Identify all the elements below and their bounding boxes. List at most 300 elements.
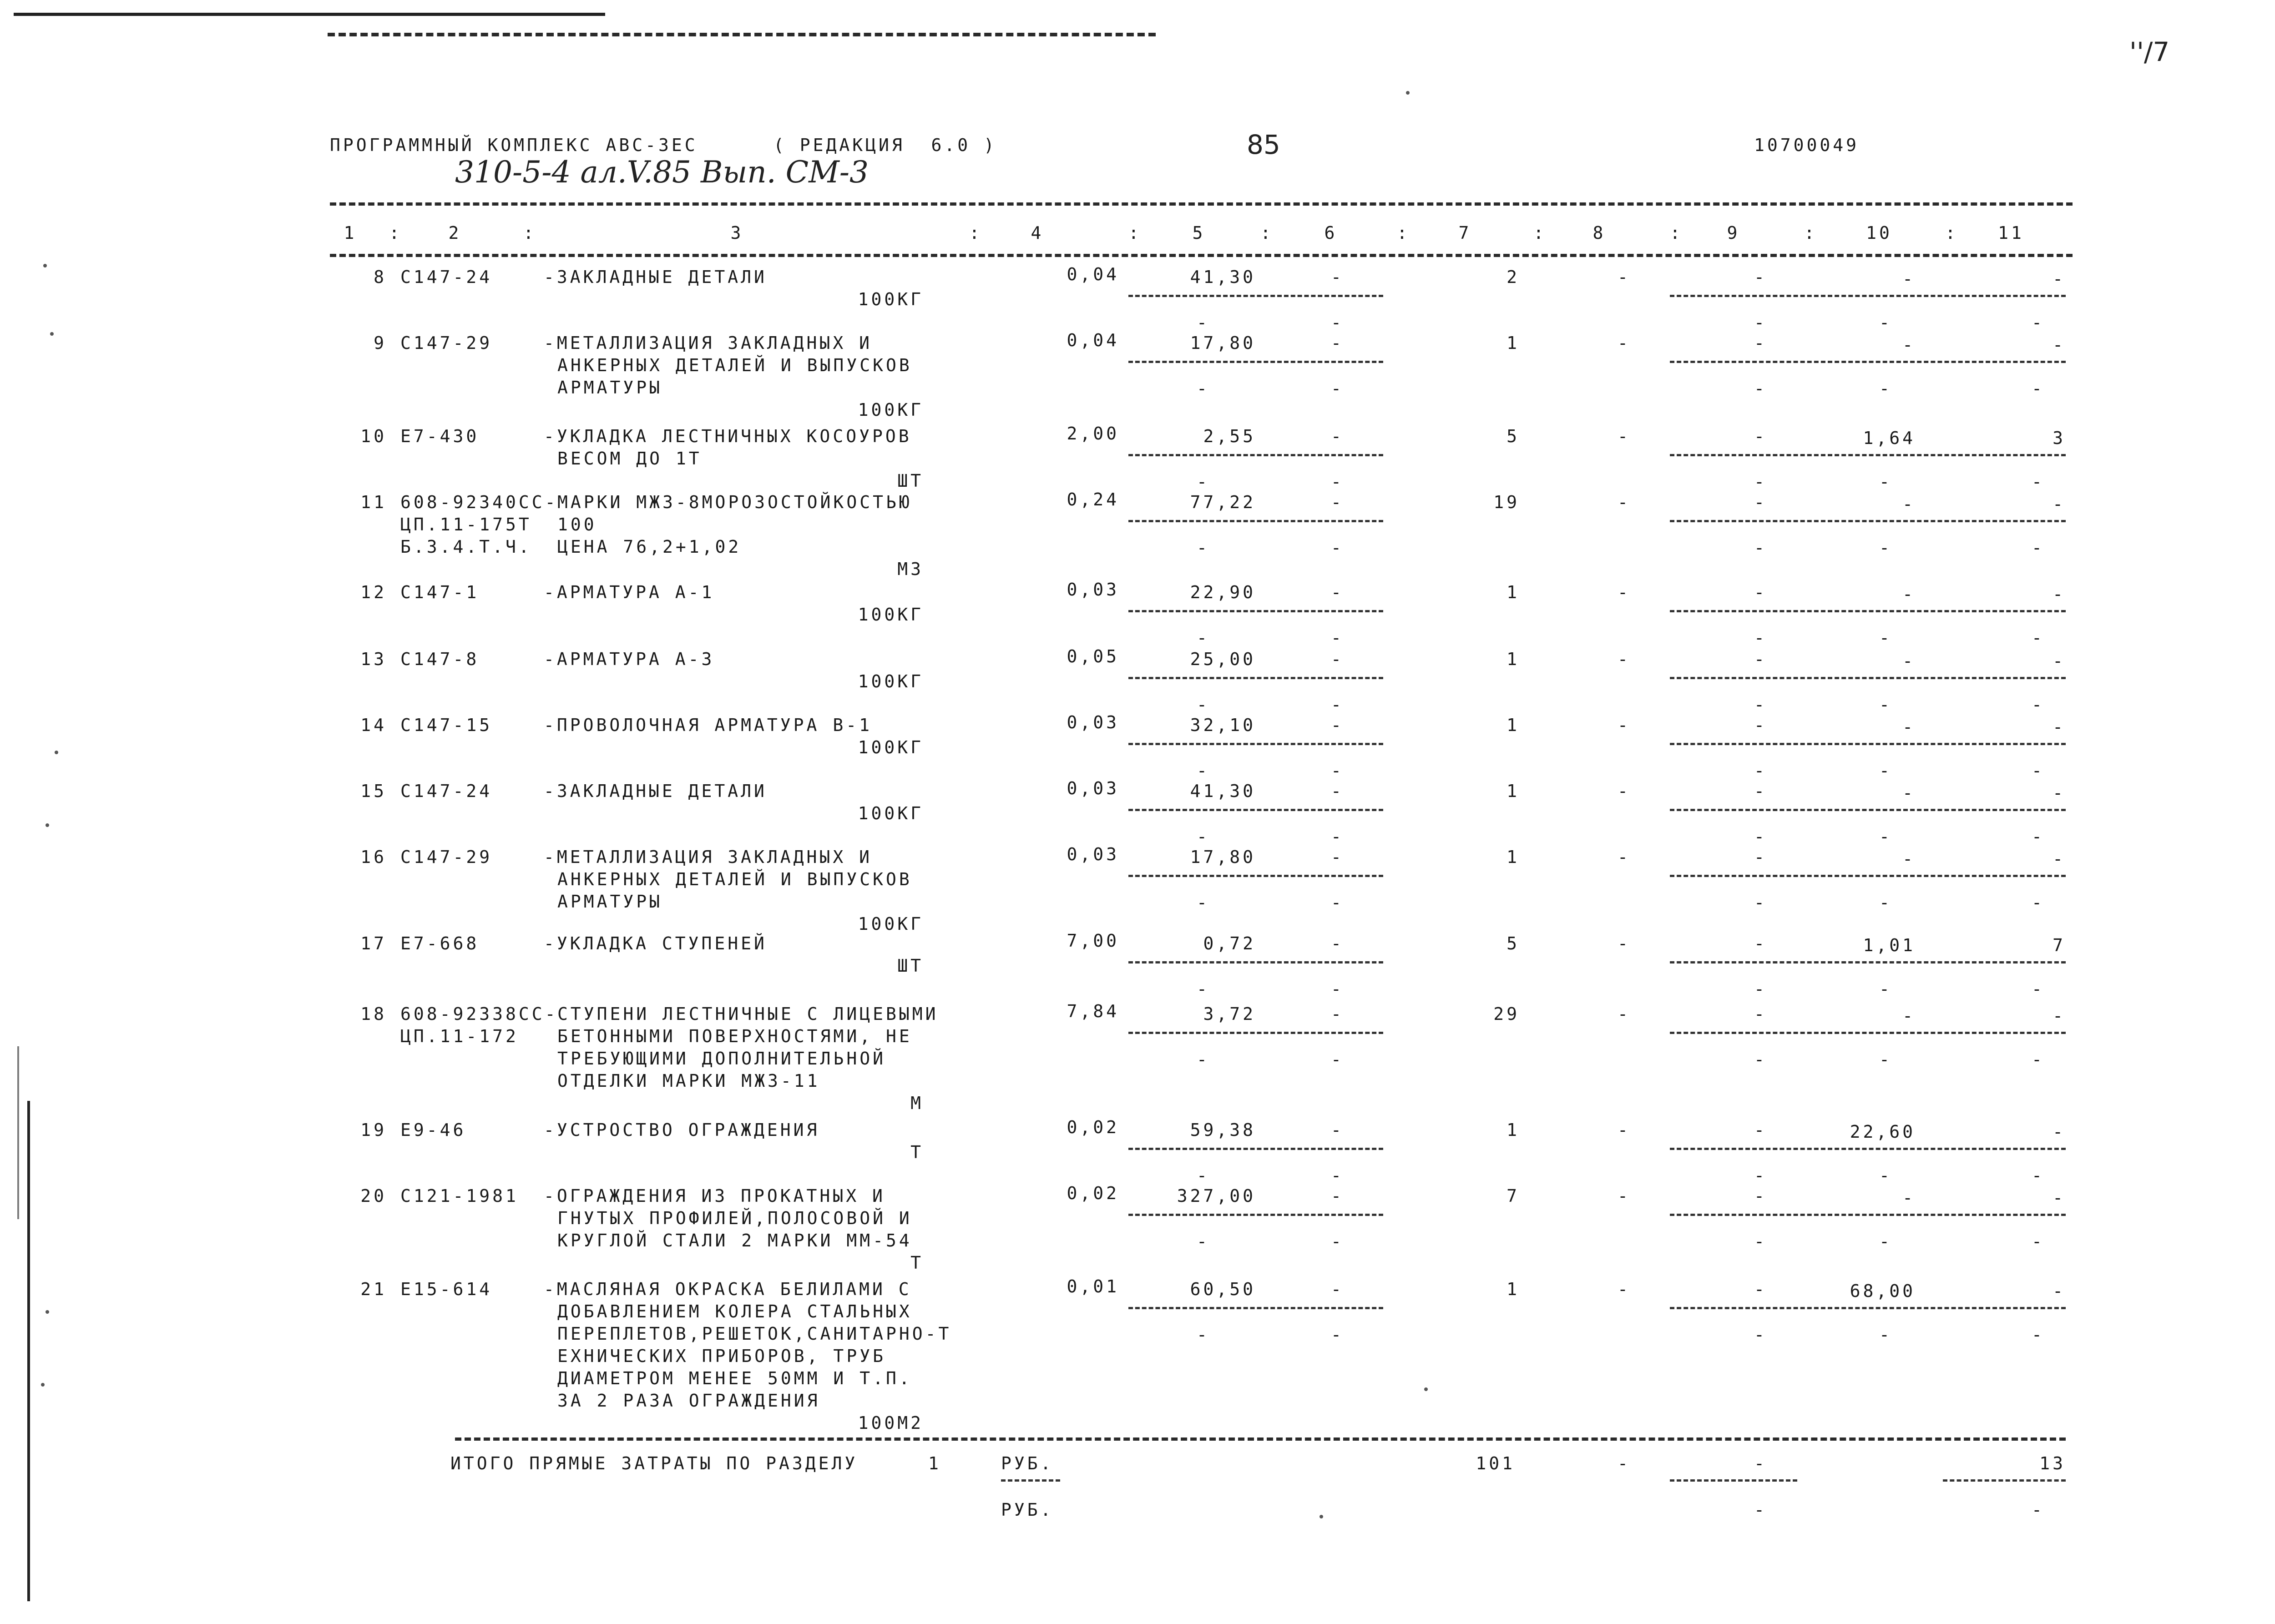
column-number-7: 7 xyxy=(1458,223,1472,243)
row-sub-dash: - xyxy=(1754,1049,1767,1069)
row-col8-dash: - xyxy=(1618,267,1631,287)
row-col9-dash: - xyxy=(1754,426,1767,446)
row-col6-dash: - xyxy=(1331,649,1344,669)
row-number: 13 xyxy=(360,649,387,669)
row-code: ЦП.11-172 xyxy=(400,1026,519,1046)
row-description: -ЗАКЛАДНЫЕ ДЕТАЛИ xyxy=(544,267,767,287)
program-title: ПРОГРАММНЫЙ КОМПЛЕКС АВС-3ЕС xyxy=(330,135,698,155)
row-code: С147-24 xyxy=(400,781,493,801)
row-col11-value: - xyxy=(2053,494,2066,514)
total-col11: 13 xyxy=(2039,1453,2066,1473)
row-quantity: 0,01 xyxy=(1067,1276,1119,1296)
row-description: ЗА 2 РАЗА ОГРАЖДЕНИЯ xyxy=(557,1391,820,1411)
column-separator: : xyxy=(1670,223,1683,243)
row-description: -МЕТАЛЛИЗАЦИЯ ЗАКЛАДНЫХ И xyxy=(544,333,872,353)
row-price-rule xyxy=(1128,875,1383,877)
row-code: 608-92338СС- xyxy=(400,1004,558,1024)
page-number: 85 xyxy=(1247,129,1280,160)
row-col7-value: 29 xyxy=(1493,1004,1520,1024)
total-currency-rule xyxy=(1001,1479,1060,1482)
row-col7-value: 1 xyxy=(1507,715,1520,735)
row-unit: 100М2 xyxy=(858,1413,924,1433)
row-sub-dash: - xyxy=(2032,538,2045,558)
column-separator: : xyxy=(389,223,402,243)
row-sub-dash: - xyxy=(1879,893,1892,913)
row-col6-dash: - xyxy=(1331,847,1344,867)
row-right-rule xyxy=(1670,610,2066,612)
row-right-rule xyxy=(1670,1307,2066,1309)
row-sub-dash: - xyxy=(1197,1049,1210,1069)
row-sub-dash: - xyxy=(1197,695,1210,715)
row-sub-dash: - xyxy=(1879,378,1892,398)
row-sub-dash: - xyxy=(1331,761,1344,781)
row-col7-value: 7 xyxy=(1507,1186,1520,1206)
row-col8-dash: - xyxy=(1618,1279,1631,1299)
row-description: -ЗАКЛАДНЫЕ ДЕТАЛИ xyxy=(544,781,767,801)
row-col7-value: 1 xyxy=(1507,781,1520,801)
row-unit: М xyxy=(910,1093,924,1113)
column-separator: : xyxy=(1533,223,1547,243)
row-unit-price: 17,80 xyxy=(1190,333,1256,353)
row-sub-dash: - xyxy=(1754,893,1767,913)
row-sub-dash: - xyxy=(1754,538,1767,558)
row-sub-dash: - xyxy=(1331,1165,1344,1185)
row-col11-value: - xyxy=(2053,335,2066,355)
row-sub-dash: - xyxy=(2032,1231,2045,1251)
row-description: ЦЕНА 76,2+1,02 xyxy=(557,537,742,557)
row-description: -УКЛАДКА СТУПЕНЕЙ xyxy=(544,933,767,953)
row-sub-dash: - xyxy=(1197,378,1210,398)
row-description: АНКЕРНЫХ ДЕТАЛЕЙ И ВЫПУСКОВ xyxy=(557,869,912,889)
total-col9-rule xyxy=(1670,1479,1797,1482)
row-unit-price: 2,55 xyxy=(1203,426,1256,446)
row-quantity: 0,02 xyxy=(1067,1117,1119,1137)
scan-speck xyxy=(1406,91,1410,95)
row-col7-value: 19 xyxy=(1493,492,1520,512)
row-col7-value: 1 xyxy=(1507,1279,1520,1299)
column-number-9: 9 xyxy=(1727,223,1740,243)
row-code: С147-29 xyxy=(400,847,493,867)
row-description: ВЕСОМ ДО 1Т xyxy=(557,449,702,469)
row-col8-dash: - xyxy=(1618,649,1631,669)
row-unit-price: 41,30 xyxy=(1190,267,1256,287)
row-sub-dash: - xyxy=(1197,628,1210,648)
row-quantity: 0,04 xyxy=(1067,264,1119,284)
row-sub-dash: - xyxy=(1879,472,1892,492)
row-sub-dash: - xyxy=(1197,1231,1210,1251)
row-sub-dash: - xyxy=(1879,979,1892,999)
row-unit: М3 xyxy=(897,559,924,579)
row-description: -УСТРОСТВО ОГРАЖДЕНИЯ xyxy=(544,1120,820,1140)
row-col8-dash: - xyxy=(1618,1186,1631,1206)
row-col11-value: - xyxy=(2053,783,2066,803)
row-sub-dash: - xyxy=(1754,1325,1767,1345)
total-top-rule xyxy=(455,1437,2066,1441)
row-col11-value: - xyxy=(2053,717,2066,737)
row-col10-value: 22,60 xyxy=(1850,1122,1916,1142)
row-price-rule xyxy=(1128,961,1383,963)
program-edition: ( РЕДАКЦИЯ 6.0 ) xyxy=(774,135,997,155)
row-col6-dash: - xyxy=(1331,1120,1344,1140)
row-sub-dash: - xyxy=(1879,628,1892,648)
row-right-rule xyxy=(1670,1148,2066,1150)
row-price-rule xyxy=(1128,1032,1383,1034)
row-sub-dash: - xyxy=(1754,695,1767,715)
left-edge-line xyxy=(27,1101,30,1601)
total-col8-dash: - xyxy=(1618,1453,1631,1473)
row-sub-dash: - xyxy=(2032,1165,2045,1185)
row-price-rule xyxy=(1128,295,1383,297)
row-col10-value: - xyxy=(1902,335,1916,355)
row-code: С121-1981 xyxy=(400,1186,519,1206)
row-number: 12 xyxy=(360,582,387,602)
row-unit-price: 41,30 xyxy=(1190,781,1256,801)
row-description: ДОБАВЛЕНИЕМ КОЛЕРА СТАЛЬНЫХ xyxy=(557,1301,912,1321)
row-unit-price: 17,80 xyxy=(1190,847,1256,867)
row-unit: ШТ xyxy=(897,956,924,976)
row-description: АНКЕРНЫХ ДЕТАЛЕЙ И ВЫПУСКОВ xyxy=(557,355,912,375)
row-unit: 100КГ xyxy=(858,914,924,934)
row-col7-value: 5 xyxy=(1507,933,1520,953)
row-col11-value: - xyxy=(2053,1188,2066,1208)
row-unit-price: 32,10 xyxy=(1190,715,1256,735)
row-sub-dash: - xyxy=(1197,1165,1210,1185)
row-col6-dash: - xyxy=(1331,1279,1344,1299)
row-col11-value: - xyxy=(2053,849,2066,869)
row-sub-dash: - xyxy=(2032,472,2045,492)
row-sub-dash: - xyxy=(1197,313,1210,333)
row-col8-dash: - xyxy=(1618,847,1631,867)
row-sub-dash: - xyxy=(1331,979,1344,999)
row-col8-dash: - xyxy=(1618,933,1631,953)
row-description: -ПРОВОЛОЧНАЯ АРМАТУРА В-1 xyxy=(544,715,872,735)
row-col8-dash: - xyxy=(1618,1004,1631,1024)
column-separator: : xyxy=(1945,223,1958,243)
row-sub-dash: - xyxy=(1331,695,1344,715)
row-unit-price: 3,72 xyxy=(1203,1004,1256,1024)
row-description: -МАСЛЯНАЯ ОКРАСКА БЕЛИЛАМИ С xyxy=(544,1279,912,1299)
row-quantity: 0,05 xyxy=(1067,646,1119,666)
row-price-rule xyxy=(1128,1307,1383,1309)
column-separator: : xyxy=(1804,223,1817,243)
row-quantity: 7,00 xyxy=(1067,931,1119,951)
row-col11-value: - xyxy=(2053,1281,2066,1301)
row-sub-dash: - xyxy=(1331,628,1344,648)
scan-speck xyxy=(55,751,58,754)
row-col10-value: - xyxy=(1902,584,1916,604)
row-sub-dash: - xyxy=(1331,378,1344,398)
row-col9-dash: - xyxy=(1754,649,1767,669)
row-sub-dash: - xyxy=(1879,761,1892,781)
row-price-rule xyxy=(1128,809,1383,811)
row-price-rule xyxy=(1128,610,1383,612)
row-price-rule xyxy=(1128,454,1383,456)
row-unit: 100КГ xyxy=(858,289,924,309)
row-number: 8 xyxy=(374,267,387,287)
row-col11-value: - xyxy=(2053,651,2066,671)
row-unit: 100КГ xyxy=(858,605,924,625)
total-section: 1 xyxy=(928,1453,941,1473)
row-col7-value: 1 xyxy=(1507,1120,1520,1140)
row-number: 20 xyxy=(360,1186,387,1206)
row-code: С147-24 xyxy=(400,267,493,287)
row-unit: ШТ xyxy=(897,471,924,491)
row-price-rule xyxy=(1128,520,1383,522)
row-col8-dash: - xyxy=(1618,715,1631,735)
row-code: С147-8 xyxy=(400,649,480,669)
row-sub-dash: - xyxy=(1331,472,1344,492)
row-col11-value: - xyxy=(2053,1006,2066,1026)
row-price-rule xyxy=(1128,677,1383,679)
row-col10-value: - xyxy=(1902,1006,1916,1026)
row-description: ГНУТЫХ ПРОФИЛЕЙ,ПОЛОСОВОЙ И xyxy=(557,1208,912,1228)
row-sub-dash: - xyxy=(1754,1231,1767,1251)
row-col9-dash: - xyxy=(1754,1186,1767,1206)
row-number: 16 xyxy=(360,847,387,867)
row-col9-dash: - xyxy=(1754,1279,1767,1299)
row-description: СТУПЕНИ ЛЕСТНИЧНЫЕ С ЛИЦЕВЫМИ xyxy=(557,1004,939,1024)
table-top-rule xyxy=(330,202,2073,206)
row-col9-dash: - xyxy=(1754,1120,1767,1140)
row-unit: 100КГ xyxy=(858,400,924,420)
row-code: С147-1 xyxy=(400,582,480,602)
row-description: АРМАТУРЫ xyxy=(557,378,663,398)
row-sub-dash: - xyxy=(1879,827,1892,847)
column-number-1: 1 xyxy=(344,223,357,243)
row-col6-dash: - xyxy=(1331,267,1344,287)
total-col7: 101 xyxy=(1476,1453,1515,1473)
row-sub-dash: - xyxy=(1197,761,1210,781)
row-col8-dash: - xyxy=(1618,582,1631,602)
row-col8-dash: - xyxy=(1618,333,1631,353)
row-unit: 100КГ xyxy=(858,737,924,757)
total-currency-2: РУБ. xyxy=(1001,1500,1054,1520)
row-number: 10 xyxy=(360,426,387,446)
row-col6-dash: - xyxy=(1331,933,1344,953)
row-number: 19 xyxy=(360,1120,387,1140)
row-col8-dash: - xyxy=(1618,492,1631,512)
row-quantity: 0,03 xyxy=(1067,778,1119,798)
row-unit: 100КГ xyxy=(858,671,924,691)
row-col10-value: - xyxy=(1902,494,1916,514)
row-col9-dash: - xyxy=(1754,715,1767,735)
row-sub-dash: - xyxy=(2032,827,2045,847)
row-col7-value: 2 xyxy=(1507,267,1520,287)
row-col6-dash: - xyxy=(1331,715,1344,735)
row-col10-value: - xyxy=(1902,651,1916,671)
row-col11-value: - xyxy=(2053,1122,2066,1142)
row-col10-value: - xyxy=(1902,717,1916,737)
column-separator: : xyxy=(1260,223,1274,243)
total-col11-rule xyxy=(1943,1479,2066,1482)
scan-speck xyxy=(1320,1515,1323,1518)
row-right-rule xyxy=(1670,295,2066,297)
row-sub-dash: - xyxy=(1754,313,1767,333)
total-col9-dash-2: - xyxy=(1754,1500,1767,1520)
row-sub-dash: - xyxy=(1754,827,1767,847)
row-price-rule xyxy=(1128,1148,1383,1150)
row-col10-value: 1,01 xyxy=(1863,935,1916,955)
total-label: ИТОГО ПРЯМЫЕ ЗАТРАТЫ ПО РАЗДЕЛУ xyxy=(450,1453,858,1473)
row-code: Е9-46 xyxy=(400,1120,466,1140)
row-col6-dash: - xyxy=(1331,492,1344,512)
row-right-rule xyxy=(1670,361,2066,363)
row-col8-dash: - xyxy=(1618,426,1631,446)
row-sub-dash: - xyxy=(1754,472,1767,492)
row-sub-dash: - xyxy=(2032,1325,2045,1345)
row-right-rule xyxy=(1670,875,2066,877)
corner-mark: ''/7 xyxy=(2129,36,2170,67)
row-col10-value: 68,00 xyxy=(1850,1281,1916,1301)
row-description: -АРМАТУРА А-1 xyxy=(544,582,715,602)
row-number: 17 xyxy=(360,933,387,953)
row-description: ТРЕБУЮЩИМИ ДОПОЛНИТЕЛЬНОЙ xyxy=(557,1049,886,1069)
row-price-rule xyxy=(1128,361,1383,363)
row-quantity: 0,03 xyxy=(1067,844,1119,864)
row-quantity: 0,04 xyxy=(1067,330,1119,350)
row-unit-price: 77,22 xyxy=(1190,492,1256,512)
row-code: Б.3.4.Т.Ч. xyxy=(400,537,532,557)
row-quantity: 0,24 xyxy=(1067,489,1119,509)
row-unit-price: 327,00 xyxy=(1177,1186,1256,1206)
column-number-2: 2 xyxy=(448,223,462,243)
column-separator: : xyxy=(969,223,982,243)
row-code: ЦП.11-175Т xyxy=(400,514,532,535)
row-col9-dash: - xyxy=(1754,847,1767,867)
row-unit: Т xyxy=(910,1142,924,1162)
row-code: Е7-668 xyxy=(400,933,480,953)
row-col9-dash: - xyxy=(1754,492,1767,512)
row-sub-dash: - xyxy=(1331,893,1344,913)
row-col6-dash: - xyxy=(1331,333,1344,353)
row-code: 608-92340СС- xyxy=(400,492,558,512)
scan-speck xyxy=(46,1310,49,1314)
row-col10-value: - xyxy=(1902,783,1916,803)
row-col9-dash: - xyxy=(1754,781,1767,801)
row-col6-dash: - xyxy=(1331,781,1344,801)
row-sub-dash: - xyxy=(1197,979,1210,999)
left-edge-line-short xyxy=(17,1046,19,1219)
row-sub-dash: - xyxy=(1331,538,1344,558)
column-number-6: 6 xyxy=(1324,223,1338,243)
row-col10-value: - xyxy=(1902,1188,1916,1208)
row-description: -АРМАТУРА А-3 xyxy=(544,649,715,669)
row-sub-dash: - xyxy=(1754,378,1767,398)
row-col6-dash: - xyxy=(1331,1186,1344,1206)
row-sub-dash: - xyxy=(1197,472,1210,492)
column-number-10: 10 xyxy=(1866,223,1892,243)
row-col9-dash: - xyxy=(1754,1004,1767,1024)
row-sub-dash: - xyxy=(1331,1325,1344,1345)
row-number: 9 xyxy=(374,333,387,353)
row-description: МАРКИ МЖЗ-8МОРОЗОСТОЙКОСТЬЮ xyxy=(557,492,912,512)
column-number-11: 11 xyxy=(1998,223,2024,243)
row-right-rule xyxy=(1670,454,2066,456)
row-col7-value: 1 xyxy=(1507,649,1520,669)
row-unit-price: 22,90 xyxy=(1190,582,1256,602)
row-unit-price: 59,38 xyxy=(1190,1120,1256,1140)
row-right-rule xyxy=(1670,1032,2066,1034)
row-code: С147-29 xyxy=(400,333,493,353)
row-unit: 100КГ xyxy=(858,803,924,823)
row-description: -ОГРАЖДЕНИЯ ИЗ ПРОКАТНЫХ И xyxy=(544,1186,885,1206)
row-quantity: 0,03 xyxy=(1067,580,1119,600)
row-col9-dash: - xyxy=(1754,333,1767,353)
row-sub-dash: - xyxy=(1754,628,1767,648)
row-quantity: 0,02 xyxy=(1067,1183,1119,1203)
row-price-rule xyxy=(1128,1214,1383,1216)
row-right-rule xyxy=(1670,961,2066,963)
row-unit-price: 0,72 xyxy=(1203,933,1256,953)
row-description: -УКЛАДКА ЛЕСТНИЧНЫХ КОСОУРОВ xyxy=(544,426,912,446)
row-sub-dash: - xyxy=(1879,695,1892,715)
row-description: ЕХНИЧЕСКИХ ПРИБОРОВ, ТРУБ xyxy=(557,1346,886,1366)
row-sub-dash: - xyxy=(2032,695,2045,715)
top-edge-line xyxy=(14,13,605,16)
row-price-rule xyxy=(1128,743,1383,745)
row-sub-dash: - xyxy=(1197,1325,1210,1345)
row-sub-dash: - xyxy=(2032,628,2045,648)
row-col10-value: - xyxy=(1902,849,1916,869)
row-description: АРМАТУРЫ xyxy=(557,892,663,912)
row-number: 18 xyxy=(360,1004,387,1024)
row-sub-dash: - xyxy=(1879,313,1892,333)
row-code: С147-15 xyxy=(400,715,493,735)
row-sub-dash: - xyxy=(2032,313,2045,333)
total-currency: РУБ. xyxy=(1001,1453,1054,1473)
row-col7-value: 1 xyxy=(1507,333,1520,353)
row-sub-dash: - xyxy=(1879,1325,1892,1345)
row-sub-dash: - xyxy=(1197,827,1210,847)
row-sub-dash: - xyxy=(1197,893,1210,913)
row-col6-dash: - xyxy=(1331,582,1344,602)
row-number: 14 xyxy=(360,715,387,735)
doc-code: 10700049 xyxy=(1754,135,1860,155)
column-separator: : xyxy=(1128,223,1142,243)
row-number: 11 xyxy=(360,492,387,512)
row-sub-dash: - xyxy=(1754,979,1767,999)
column-separator: : xyxy=(1397,223,1410,243)
row-unit: Т xyxy=(910,1253,924,1273)
row-col11-value: 3 xyxy=(2053,428,2066,448)
row-description: ДИАМЕТРОМ МЕНЕЕ 50ММ И Т.П. xyxy=(557,1368,912,1388)
scan-speck xyxy=(46,823,49,827)
row-number: 21 xyxy=(360,1279,387,1299)
row-right-rule xyxy=(1670,1214,2066,1216)
row-col11-value: - xyxy=(2053,584,2066,604)
row-col8-dash: - xyxy=(1618,1120,1631,1140)
handwritten-reference: 310-5-4 ал.V.85 Вып. СМ-3 xyxy=(455,155,869,190)
row-col10-value: - xyxy=(1902,269,1916,289)
row-col7-value: 5 xyxy=(1507,426,1520,446)
row-sub-dash: - xyxy=(2032,378,2045,398)
row-description: -МЕТАЛЛИЗАЦИЯ ЗАКЛАДНЫХ И xyxy=(544,847,872,867)
row-sub-dash: - xyxy=(1331,1049,1344,1069)
row-col11-value: 7 xyxy=(2053,935,2066,955)
scan-speck xyxy=(50,332,54,336)
column-separator: : xyxy=(523,223,536,243)
row-code: Е15-614 xyxy=(400,1279,493,1299)
row-sub-dash: - xyxy=(1879,1165,1892,1185)
row-description: КРУГЛОЙ СТАЛИ 2 МАРКИ ММ-54 xyxy=(557,1231,912,1251)
scan-speck xyxy=(43,264,47,267)
row-right-rule xyxy=(1670,677,2066,679)
row-sub-dash: - xyxy=(2032,1049,2045,1069)
row-description: БЕТОННЫМИ ПОВЕРХНОСТЯМИ, НЕ xyxy=(557,1026,912,1046)
row-col10-value: 1,64 xyxy=(1863,428,1916,448)
column-number-8: 8 xyxy=(1592,223,1606,243)
scan-speck xyxy=(1424,1387,1428,1391)
